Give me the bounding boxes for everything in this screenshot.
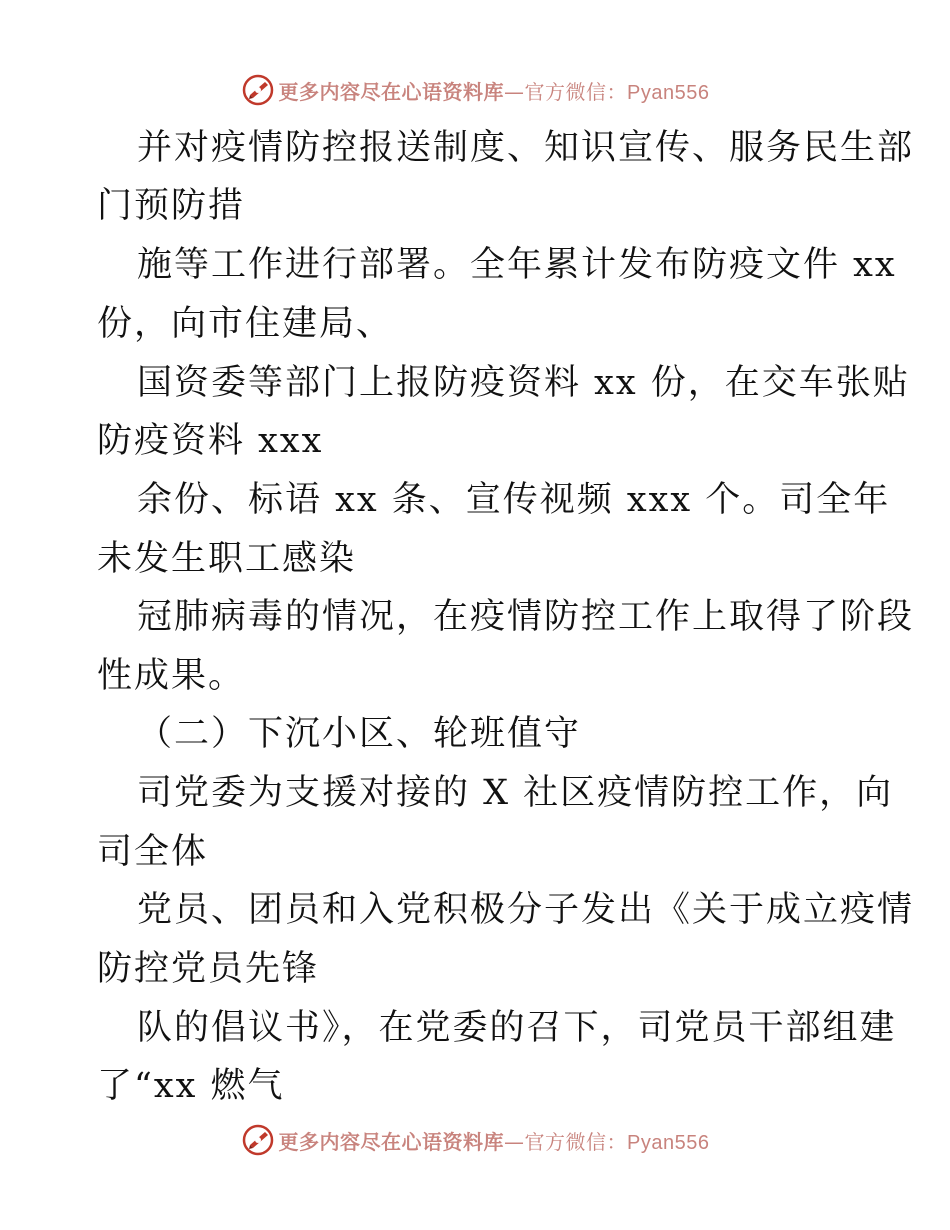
body-line: 施等工作进行部署。全年累计发布防疫文件 xx: [137, 245, 897, 285]
banner-wechat-label: 官方微信：: [524, 1129, 628, 1154]
body-line: 党员、团员和入党积极分子发出《关于成立疫情: [137, 890, 915, 930]
body-line: 队的倡议书》，在党委的召下，司党员干部组建: [137, 1008, 897, 1048]
banner-wechat-id: Pyan556: [627, 1131, 710, 1154]
footer-banner: [0, 1120, 950, 1160]
body-line: 份，向市住建局、: [97, 304, 394, 344]
banner-wechat-id: Pyan556: [627, 81, 710, 104]
body-line: 防控党员先锋: [97, 949, 320, 989]
body-line: 防疫资料 xxx: [97, 421, 324, 461]
banner-wechat-label: 官方微信：: [524, 79, 628, 104]
banner-dash: —: [504, 79, 525, 104]
section-heading: （二）下沉小区、轮班值守: [137, 714, 582, 754]
body-line: 性成果。: [97, 656, 246, 696]
body-line: 司全体: [97, 832, 209, 872]
logo-icon: [241, 1123, 275, 1157]
body-line: 冠肺病毒的情况，在疫情防控工作上取得了阶段: [137, 597, 915, 637]
body-line: 国资委等部门上报防疫资料 xx 份，在交车张贴: [137, 363, 910, 403]
body-line: 未发生职工感染: [97, 539, 357, 579]
header-banner: [0, 70, 950, 110]
body-line: 司党委为支援对接的 X 社区疫情防控工作，向: [137, 773, 894, 813]
banner-main-text: 更多内容尽在心语资料库: [278, 79, 505, 104]
body-line: 并对疫情防控报送制度、知识宣传、服务民生部: [137, 128, 915, 168]
banner-dash: —: [504, 1129, 525, 1154]
logo-icon: [241, 73, 275, 107]
body-line: 余份、标语 xx 条、宣传视频 xxx 个。司全年: [137, 480, 891, 520]
banner-main-text: 更多内容尽在心语资料库: [278, 1129, 505, 1154]
body-line: 门预防措: [97, 186, 246, 226]
body-line: 了“xx 燃气: [97, 1066, 285, 1106]
